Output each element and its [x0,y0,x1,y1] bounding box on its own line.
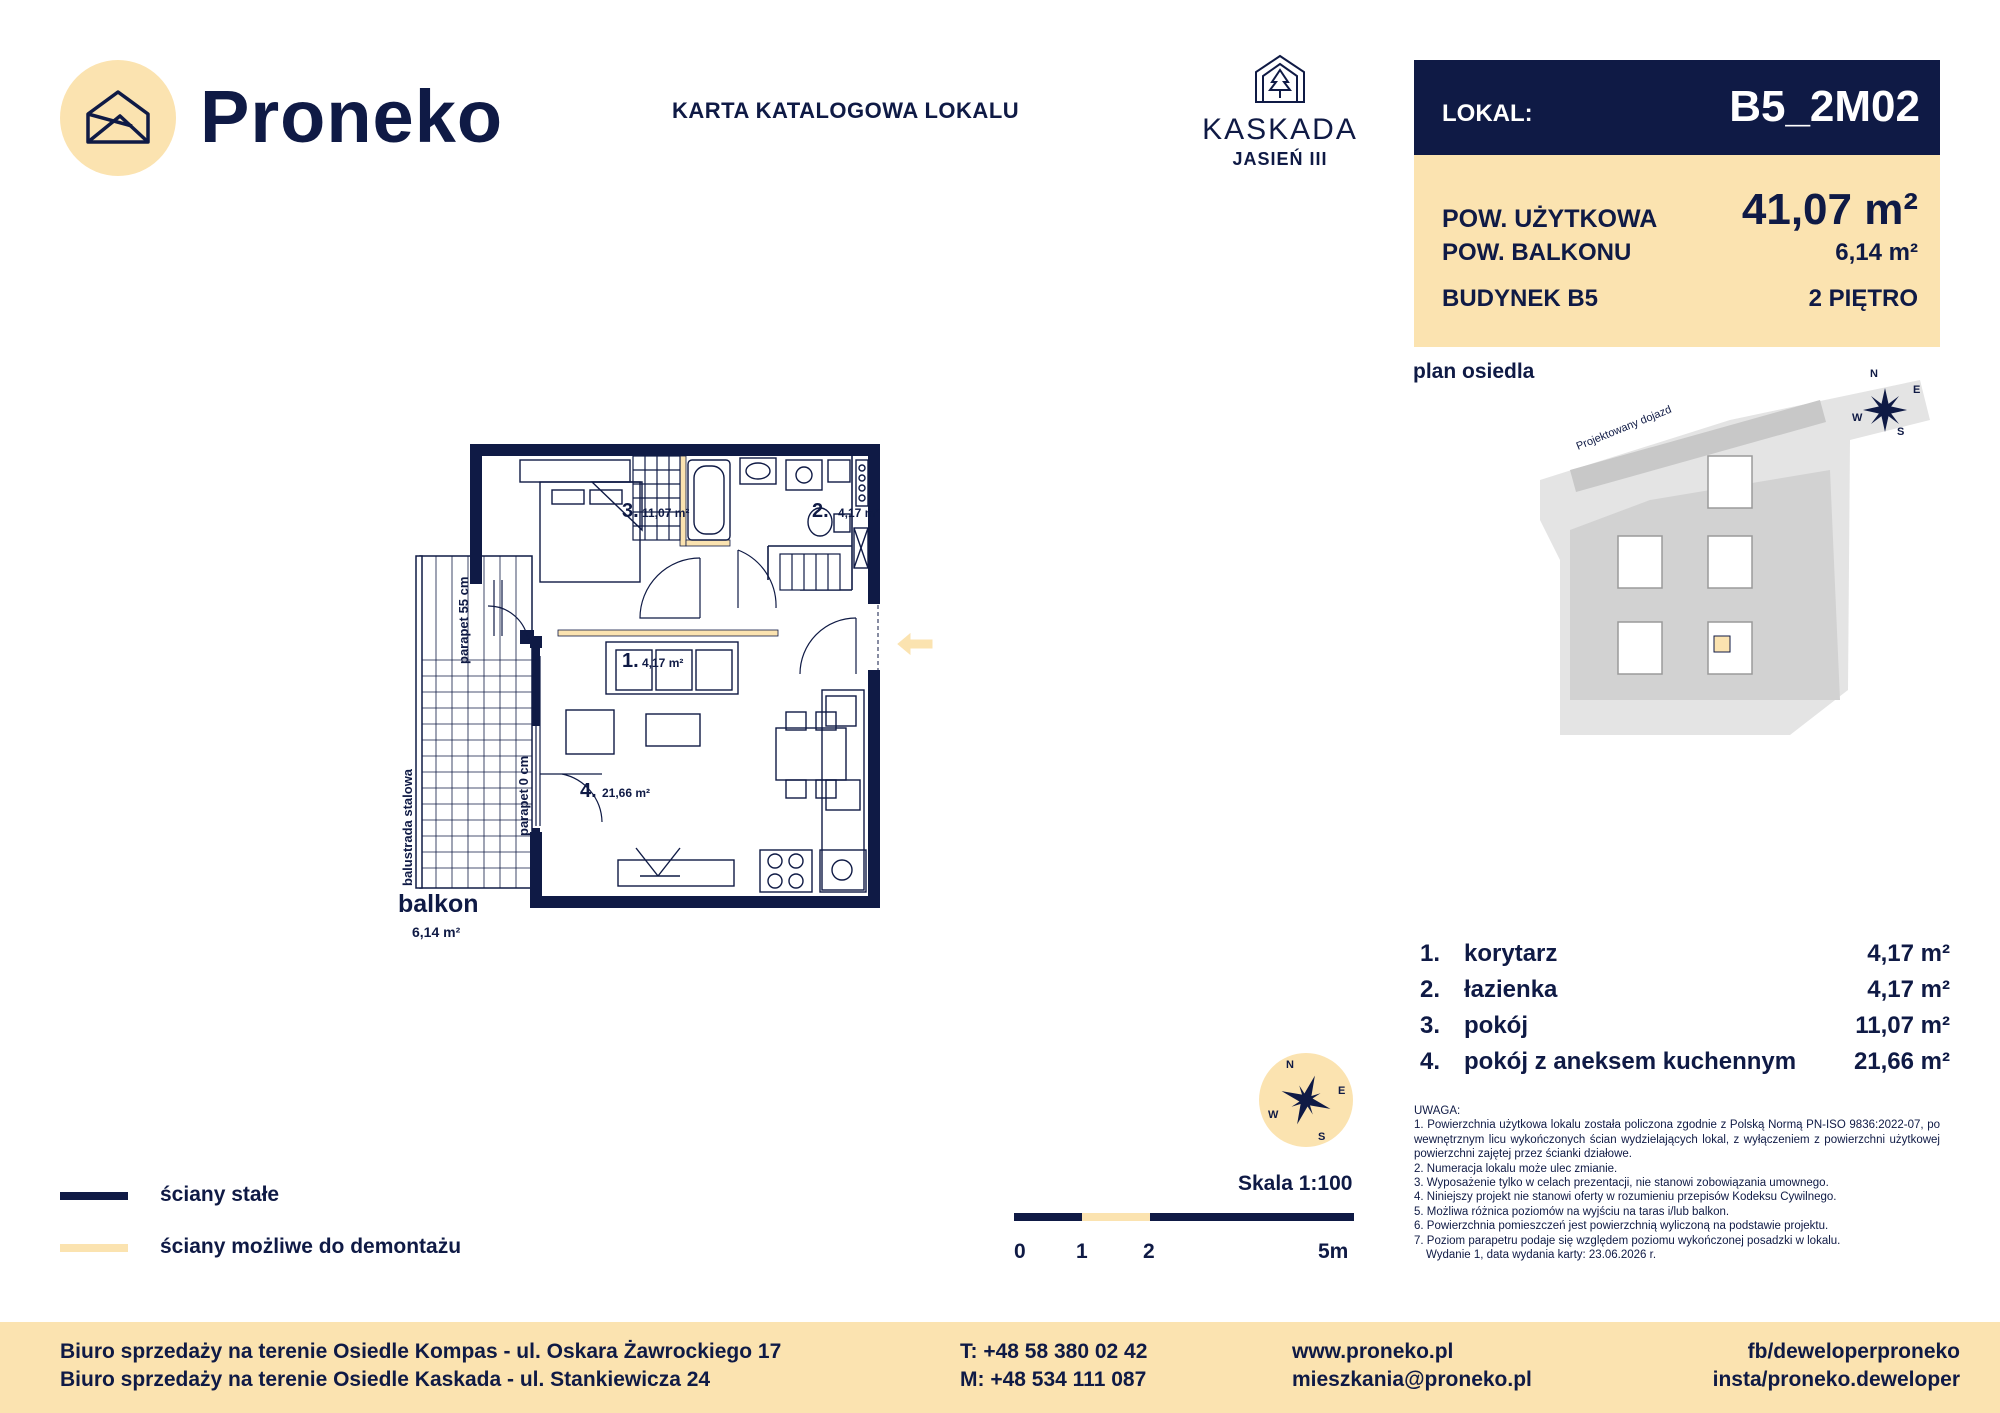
lokal-header [1414,60,1940,155]
site-plan-label: plan osiedla [1413,360,1535,383]
balcony-area-label: 6,14 m² [412,924,461,940]
project-logo [1190,52,1370,170]
scale-tick-2: 2 [1143,1240,1155,1263]
house-logo-icon [60,60,176,176]
email-link[interactable]: mieszkania@proneko.pl [1292,1368,1532,1391]
balcony-floor [416,556,532,888]
room-number: 3. [1420,1012,1441,1039]
note-item: 5. Możliwa różnica poziomów na wyjściu na taras i/lub balkon. [1414,1205,1730,1218]
lokal-code: B5_2M02 [1729,82,1920,131]
room-2-area: 4,17 m² [838,506,880,520]
road-label: Projektowany dojazd [1574,403,1674,453]
legend-removable-swatch [60,1244,128,1252]
scale-tick-5: 5m [1318,1240,1349,1263]
floor-value: 2 PIĘTRO [1808,285,1918,312]
room-1-area: 4,17 m² [642,656,684,670]
site-compass-e: E [1913,384,1921,396]
edition-info: Wydanie 1, data wydania karty: 23.06.2026 r. [1426,1249,1657,1262]
legend-solid-swatch [60,1192,128,1200]
usable-area-row [1442,173,1918,234]
brand-name: Proneko [200,75,504,158]
note-item: 6. Powierzchnia pomieszczeń jest powierzchnią wyliczoną na podstawie projektu. [1414,1220,1829,1233]
scale-label: Skala 1:100 [1238,1172,1353,1195]
compass-w: W [1268,1109,1279,1121]
phone-link[interactable]: T: +48 58 380 02 42 [960,1340,1148,1363]
selected-apartment-marker [1714,636,1730,652]
site-plan-map [1530,360,1930,740]
sales-office-1: Biuro sprzedaży na terenie Osiedle Kompas - ul. Oskara Żawrockiego 17 [60,1340,782,1363]
room-area: 21,66 m² [1853,1048,1950,1075]
room-list-item [1420,1048,1950,1080]
site-compass-n: N [1870,368,1878,380]
mobile-link[interactable]: M: +48 534 111 087 [960,1368,1147,1391]
room-3-number: 3. [622,500,639,522]
room-list-item [1420,940,1950,972]
room-1-number: 1. [622,650,639,672]
balcony-label: balkon [398,890,479,918]
room-4-area: 21,66 m² [602,786,651,800]
notes-heading: UWAGA: [1414,1105,1461,1117]
room-name: łazienka [1464,976,1558,1003]
doors [488,550,856,826]
balcony-area-label: POW. BALKONU [1442,239,1632,266]
compass-s: S [1318,1131,1326,1143]
notes-block [1414,1104,1940,1262]
scale-bar [1014,1213,1354,1221]
legend-removable-label: ściany możliwe do demontażu [160,1235,462,1258]
facebook-link[interactable]: fb/deweloperproneko [1747,1340,1960,1363]
room-name: korytarz [1464,940,1558,967]
tree-house-icon [1250,52,1310,104]
room-number: 4. [1420,1048,1441,1075]
legend-solid-label: ściany stałe [160,1183,280,1206]
kitchen-fixtures [760,690,866,892]
project-subtitle: JASIEŃ III [1232,149,1328,169]
site-compass-w: W [1852,412,1863,424]
instagram-link[interactable]: insta/proneko.deweloper [1712,1368,1960,1391]
room-number: 2. [1420,976,1441,1003]
note-item: 2. Numeracja lokalu może ulec zmianie. [1414,1162,1618,1175]
room-name: pokój z aneksem kuchennym [1464,1048,1797,1075]
balcony-area-value: 6,14 m² [1835,239,1918,266]
room-2-number: 2. [812,500,829,522]
scale-tick-1: 1 [1076,1240,1088,1263]
room-3-area: 11,07 m² [642,506,690,520]
lokal-details [1414,155,1940,347]
room-area: 4,17 m² [1867,976,1950,1003]
brand-logo-badge [60,60,176,176]
parapet-55-label: parapet 55 cm [456,576,471,664]
room-list-item [1420,976,1950,1008]
parapet-0-label: parapet 0 cm [516,755,531,836]
usable-area-label: POW. UŻYTKOWA [1442,205,1658,233]
project-name: KASKADA [1202,113,1358,146]
entrance-arrow-icon [898,634,932,654]
room-area: 11,07 m² [1855,1012,1950,1039]
railing-label: balustrada stalowa [400,768,415,886]
sales-office-2: Biuro sprzedaży na terenie Osiedle Kaskada - ul. Stankiewicza 24 [60,1368,711,1391]
compass-n: N [1286,1059,1294,1071]
building-label: BUDYNEK B5 [1442,285,1599,312]
room-name: pokój [1464,1012,1528,1039]
balcony-area-row [1442,239,1918,269]
website-link[interactable]: www.proneko.pl [1292,1340,1454,1363]
note-item: 3. Wyposażenie tylko w celach prezentacji, nie stanowi zobowiązania umownego. [1414,1177,1829,1190]
room-number: 1. [1420,940,1441,967]
building-row [1442,285,1918,315]
document-title: KARTA KATALOGOWA LOKALU [672,98,1020,123]
lokal-label: LOKAL: [1442,100,1533,127]
usable-area-value: 41,07 m² [1741,185,1918,234]
floor-plan [380,430,1080,950]
site-compass-s: S [1897,426,1905,438]
room-4-number: 4. [580,780,597,802]
note-item: 7. Poziom parapetru podaje się względem poziomu wykończonej posadzki w lokalu. [1414,1234,1841,1247]
room-area: 4,17 m² [1867,940,1950,967]
room-list-item [1420,1012,1950,1044]
footer [0,1322,2000,1413]
compass-e: E [1338,1085,1346,1097]
note-item: 4. Niniejszy projekt nie stanowi oferty w rozumieniu przepisów Kodeksu Cywilnego. [1414,1191,1837,1204]
compass-rose-icon [1258,1052,1354,1148]
scale-tick-0: 0 [1014,1240,1026,1263]
note-item: 1. Powierzchnia użytkowa lokalu została policzona zgodnie z Polską Normą PN-ISO 9836:2022-07, po wewnętrznym licu wykończonych ścian wydzielających lokal, z wyłączeniem z powierzchni użytkowej powierzchni zajętej przez ścianki działowe. [1414,1119,1940,1161]
